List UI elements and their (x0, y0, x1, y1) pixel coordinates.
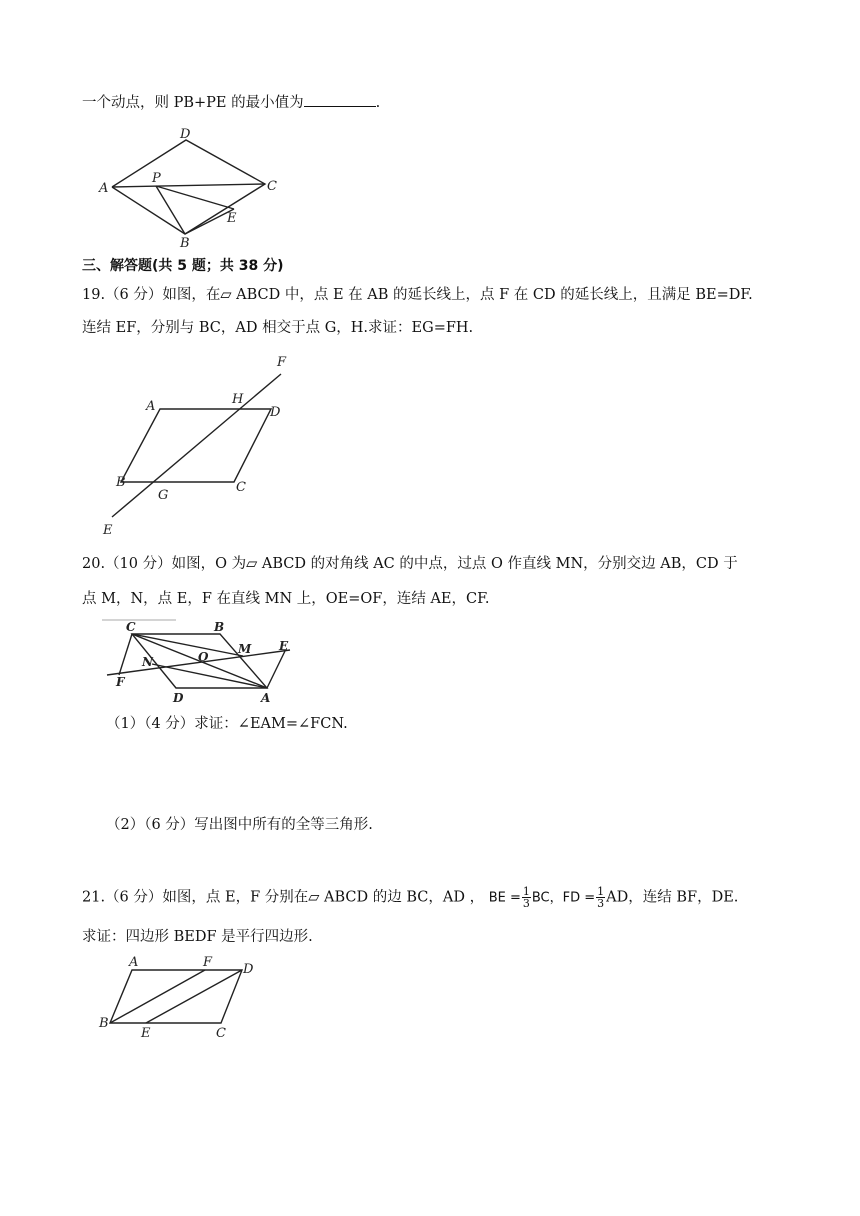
q19-label-c: C (236, 480, 246, 495)
q20-line2: 点 M，N，点 E，F 在直线 MN 上，OE=OF，连结 AE，CF. (82, 591, 490, 607)
q18-label-a: A (99, 181, 109, 196)
q21-label-c: C (216, 1026, 226, 1041)
q18-label-d: D (180, 127, 191, 142)
q21-line1-text: 21.（6 分）如图，点 E，F 分别在▱ ABCD 的边 BC，AD ， (82, 889, 485, 906)
q20-label-n: N (142, 655, 153, 669)
q21-segment-bf (110, 970, 205, 1023)
q21-label-d: D (243, 962, 254, 977)
q20-line1: 20.（10 分）如图，O 为▱ ABCD 的对角线 AC 的中点，过点 O 作直线 MN，分别交边 AB，CD 于 (82, 556, 738, 572)
q18-label-e: E (227, 211, 237, 226)
q21-frac-den-2: 3 (597, 897, 605, 910)
q21-segment-ed (146, 970, 242, 1023)
q19-label-g: G (158, 488, 169, 503)
q20-label-c: C (126, 620, 136, 634)
q21-fd-lhs: FD = (562, 890, 596, 906)
q20-label-f: F (116, 675, 125, 689)
q21-label-a: A (129, 955, 139, 970)
q21-label-f: F (203, 955, 213, 970)
q19-line2: 连结 EF，分别与 BC，AD 相交于点 G，H.求证：EG=FH. (82, 320, 474, 336)
q20-label-e: E (279, 639, 289, 653)
q20-part2: （2）（6 分）写出图中所有的全等三角形. (106, 817, 373, 833)
q21-be-lhs: BE = (488, 890, 521, 906)
q19-label-b: B (116, 475, 126, 490)
q21-be-rhs: BC， (531, 890, 563, 906)
q18-text-before: 一个动点，则 PB+PE 的最小值为 (82, 95, 304, 111)
q20-part1: （1）（4 分）求证：∠EAM=∠FCN. (106, 716, 348, 732)
q21-line2: 求证：四边形 BEDF 是平行四边形. (82, 929, 313, 945)
q21-label-b: B (99, 1016, 109, 1031)
q20-label-a: A (261, 691, 271, 705)
q18-label-p: P (152, 171, 161, 186)
q21-frac-den-1: 3 (522, 897, 530, 910)
q19-label-h: H (232, 392, 244, 407)
q21-frac-num-1: 1 (522, 885, 530, 898)
q20-label-o: O (198, 650, 209, 664)
q19-label-e: E (103, 523, 113, 538)
q18-label-b: B (180, 236, 190, 251)
q19-label-d: D (270, 405, 281, 420)
q18-text-after: . (375, 95, 381, 111)
q20-label-m: M (238, 642, 252, 656)
section-heading: 三、解答题(共 5 题；共 38 分) (82, 258, 284, 274)
q21-parallelogram (110, 970, 242, 1023)
q19-label-f: F (277, 355, 287, 370)
q18-label-c: C (267, 179, 277, 194)
q20-label-d: D (173, 691, 184, 705)
q21-fd-rhs: AD，连结 BF，DE. (606, 889, 739, 906)
q21-frac-num-2: 1 (597, 885, 605, 898)
q20-label-b: B (214, 620, 225, 634)
q19-label-a: A (146, 399, 156, 414)
q19-line1: 19.（6 分）如图，在▱ ABCD 中，点 E 在 AB 的延长线上，点 F 在 CD 的延长线上，且满足 BE=DF. (82, 287, 753, 303)
q21-label-e: E (141, 1026, 151, 1041)
